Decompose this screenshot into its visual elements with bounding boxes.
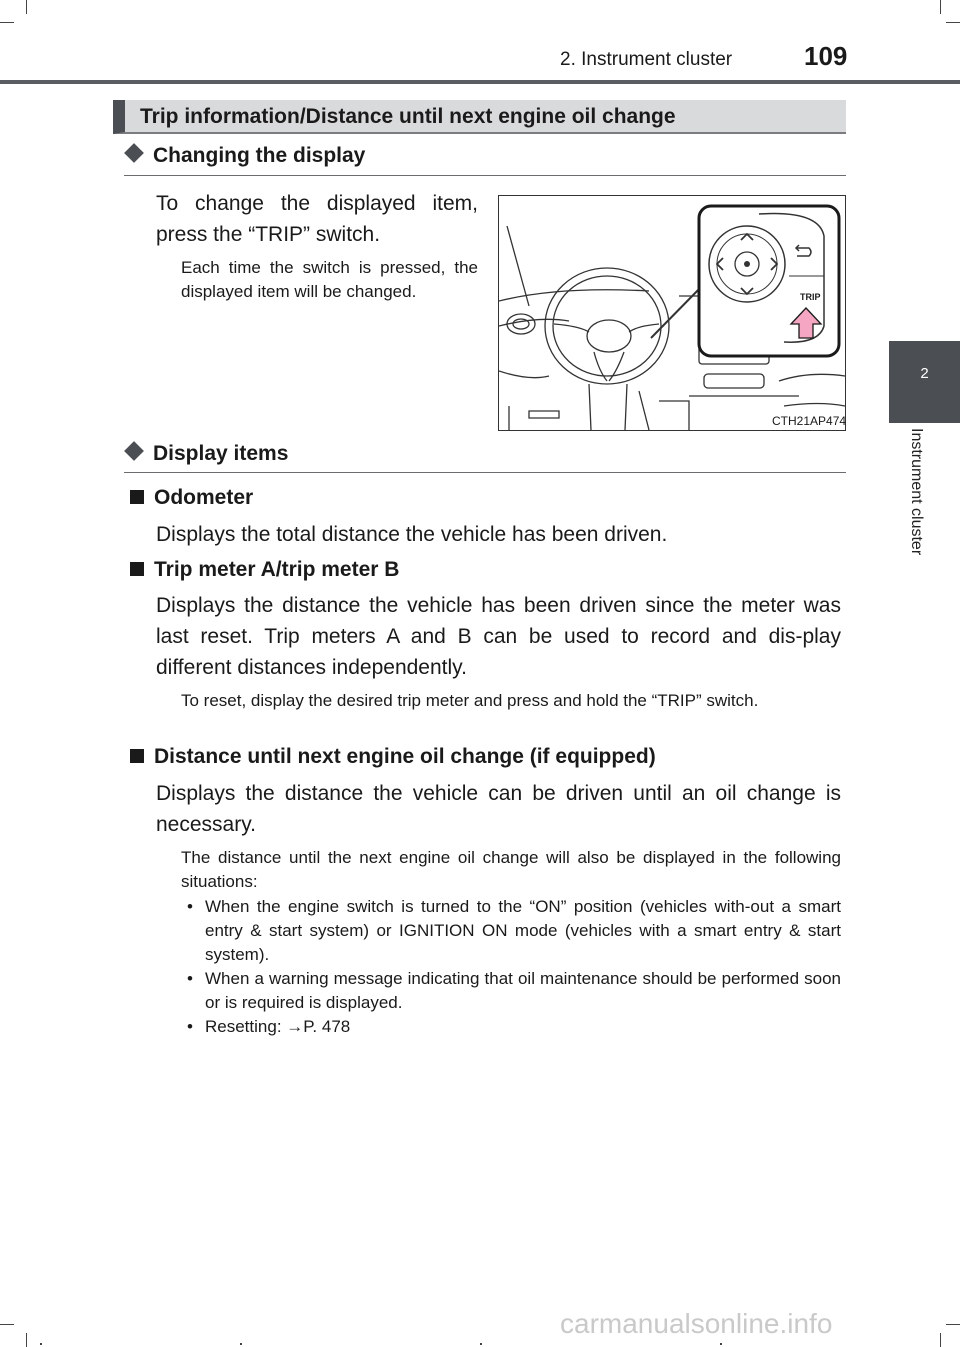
item-heading-odometer	[130, 486, 253, 510]
item-heading-oil-change	[130, 745, 656, 769]
section-title: Trip information/Distance until next engine oil change	[140, 105, 676, 128]
page-number: 109	[804, 41, 848, 71]
square-bullet-icon	[130, 490, 144, 504]
watermark: carmanualsonline.info	[560, 1308, 833, 1339]
subheading-text: Changing the display	[153, 144, 366, 167]
list-item: • Resetting: →P. 478	[181, 1015, 841, 1039]
list-item: • When the engine switch is turned to the “ON” position (vehicles with-out a smart entry & start system) or IGNITION ON mode (vehicles with a smart entry & start system).	[181, 895, 841, 967]
item-title: Trip meter A/trip meter B	[154, 558, 400, 581]
item-note-trip-meter: To reset, display the desired trip meter and press and hold the “TRIP” switch.	[181, 691, 759, 710]
item-body-odometer: Displays the total distance the vehicle has been driven.	[156, 523, 668, 546]
list-item: • When a warning message indicating that oil maintenance should be performed soon or is required is displayed.	[181, 967, 841, 1015]
subheading-display-items	[127, 442, 288, 466]
trip-button-label: TRIP	[800, 292, 821, 302]
section-title-bar	[113, 100, 846, 134]
square-bullet-icon	[130, 749, 144, 763]
item-heading-trip-meter	[130, 558, 399, 582]
diamond-bullet-icon	[124, 441, 144, 461]
illustration-code: CTH21AP474	[772, 414, 847, 428]
item-note-oil-change: The distance until the next engine oil change will also be displayed in the following situations:	[181, 848, 841, 891]
diamond-bullet-icon	[124, 143, 144, 163]
chapter-tab-number: 2	[920, 365, 929, 382]
subheading-text: Display items	[153, 442, 289, 465]
item-body-trip-meter: Displays the distance the vehicle has been driven since the meter was last reset. Trip meters A and B can be used to record and dis-play different distances independently.	[156, 594, 841, 679]
item-title: Distance until next engine oil change (if equipped)	[154, 745, 656, 768]
chapter-tab-label: Instrument cluster	[908, 428, 925, 556]
item-title: Odometer	[154, 486, 254, 509]
subheading-changing-display	[127, 144, 365, 168]
steering-wheel-drawing	[499, 196, 845, 430]
header-rule	[0, 80, 960, 84]
chapter-tab	[889, 341, 960, 423]
oil-change-bullet-list	[181, 895, 841, 1039]
square-bullet-icon	[130, 562, 144, 576]
subheading-rule	[124, 175, 846, 176]
trip-switch-inset	[699, 206, 839, 356]
steering-wheel-illustration	[498, 195, 846, 431]
header-section-title: 2. Instrument cluster	[560, 49, 733, 70]
changing-display-note: Each time the switch is pressed, the displayed item will be changed.	[181, 258, 478, 301]
subheading-rule	[124, 472, 846, 473]
changing-display-body: To change the displayed item, press the “TRIP” switch.	[156, 192, 478, 246]
item-body-oil-change: Displays the distance the vehicle can be driven until an oil change is necessary.	[156, 782, 841, 836]
chapter-tab-label-wrap	[870, 428, 960, 588]
